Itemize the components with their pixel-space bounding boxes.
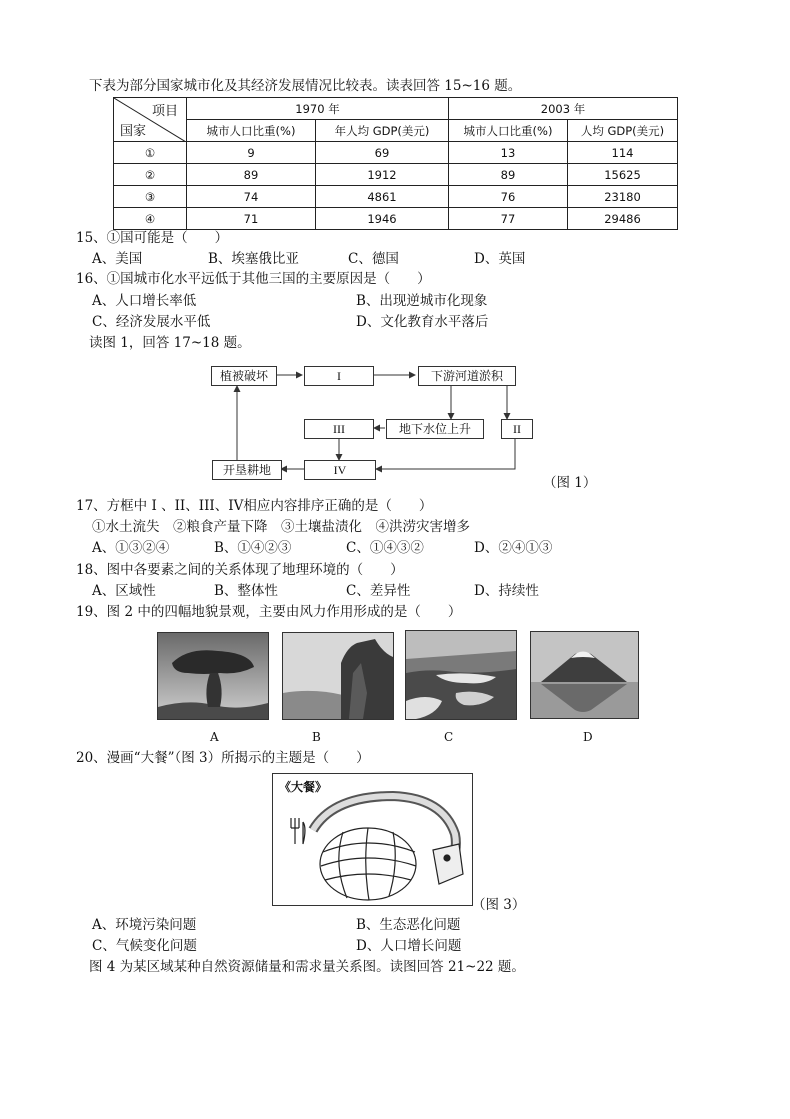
fig3-caption: （图 3） bbox=[472, 897, 526, 913]
header-year-2003: 2003 年 bbox=[449, 98, 678, 120]
value-cell: 76 bbox=[449, 186, 568, 208]
q17-option-b: B、①④②③ bbox=[214, 540, 292, 556]
photo-a-mushroom-rock bbox=[157, 632, 269, 720]
box-ii: II bbox=[501, 419, 533, 439]
cartoon-feast bbox=[272, 773, 473, 906]
q20-option-c: C、气候变化问题 bbox=[92, 938, 197, 954]
corner-top-label: 项目 bbox=[151, 104, 178, 119]
value-cell: 15625 bbox=[568, 164, 678, 186]
q18-option-d: D、持续性 bbox=[474, 583, 539, 599]
col-header: 年人均 GDP(美元) bbox=[316, 120, 449, 142]
fig1-intro: 读图 1，回答 17~18 题。 bbox=[89, 335, 251, 351]
fig1-caption: （图 1） bbox=[543, 475, 597, 491]
value-cell: 114 bbox=[568, 142, 678, 164]
header-year-1970: 1970 年 bbox=[187, 98, 449, 120]
q16-option-c: C、经济发展水平低 bbox=[92, 314, 211, 330]
photo-c-coast bbox=[405, 630, 517, 720]
q16-option-a: A、人口增长率低 bbox=[92, 293, 197, 309]
q18-option-b: B、整体性 bbox=[214, 583, 278, 599]
mushroom-rock-image bbox=[158, 633, 268, 719]
q17-option-d: D、②④①③ bbox=[474, 540, 553, 556]
fig4-intro: 图 4 为某区域某种自然资源储量和需求量关系图。读图回答 21~22 题。 bbox=[89, 959, 525, 975]
value-cell: 71 bbox=[187, 208, 316, 230]
value-cell: 4861 bbox=[316, 186, 449, 208]
value-cell: 13 bbox=[449, 142, 568, 164]
country-cell: ① bbox=[114, 142, 187, 164]
value-cell: 89 bbox=[187, 164, 316, 186]
q16-option-b: B、出现逆城市化现象 bbox=[356, 293, 488, 309]
value-cell: 29486 bbox=[568, 208, 678, 230]
value-cell: 1912 bbox=[316, 164, 449, 186]
value-cell: 77 bbox=[449, 208, 568, 230]
q16-option-d: D、文化教育水平落后 bbox=[356, 314, 489, 330]
photo-d-volcano bbox=[530, 631, 639, 719]
q20-option-a: A、环境污染问题 bbox=[92, 917, 197, 933]
cartoon-illustration bbox=[273, 774, 472, 905]
q17-stem: 17、方框中 I 、II、III、IV相应内容排序正确的是（ ） bbox=[76, 498, 433, 514]
q18-option-a: A、区域性 bbox=[92, 583, 156, 599]
photo-label-c: C bbox=[444, 730, 454, 744]
photo-label-b: B bbox=[312, 730, 321, 744]
photo-label-a: A bbox=[210, 730, 219, 744]
box-groundwater-rise: 地下水位上升 bbox=[386, 419, 484, 439]
value-cell: 9 bbox=[187, 142, 316, 164]
q15-option-a: A、美国 bbox=[92, 251, 143, 267]
value-cell: 74 bbox=[187, 186, 316, 208]
box-vegetation-destruction: 植被破坏 bbox=[211, 366, 277, 386]
value-cell: 89 bbox=[449, 164, 568, 186]
country-cell: ③ bbox=[114, 186, 187, 208]
cliff-image bbox=[283, 633, 393, 719]
box-reclaim-farmland: 开垦耕地 bbox=[212, 460, 282, 480]
col-header: 人均 GDP(美元) bbox=[568, 120, 678, 142]
photo-label-d: D bbox=[583, 730, 593, 744]
coast-image bbox=[406, 631, 516, 719]
q15-option-c: C、德国 bbox=[348, 251, 399, 267]
q20-option-d: D、人口增长问题 bbox=[356, 938, 462, 954]
corner-bottom-label: 国家 bbox=[120, 124, 147, 139]
table-intro: 下表为部分国家城市化及其经济发展情况比较表。读表回答 15~16 题。 bbox=[89, 78, 522, 94]
q17-option-c: C、①④③② bbox=[346, 540, 424, 556]
q15-stem: 15、①国可能是（ ） bbox=[76, 230, 229, 246]
q20-option-b: B、生态恶化问题 bbox=[356, 917, 461, 933]
volcano-image bbox=[531, 632, 638, 718]
box-iv: IV bbox=[304, 460, 376, 480]
q18-option-c: C、差异性 bbox=[346, 583, 411, 599]
q15-option-b: B、埃塞俄比亚 bbox=[208, 251, 299, 267]
q17-option-a: A、①③②④ bbox=[92, 540, 170, 556]
value-cell: 69 bbox=[316, 142, 449, 164]
country-cell: ④ bbox=[114, 208, 187, 230]
photo-b-cliff bbox=[282, 632, 394, 720]
col-header: 城市人口比重(%) bbox=[187, 120, 316, 142]
col-header: 城市人口比重(%) bbox=[449, 120, 568, 142]
q17-items: ①水土流失 ②粮食产量下降 ③土壤盐渍化 ④洪涝灾害增多 bbox=[92, 519, 470, 535]
q18-stem: 18、图中各要素之间的关系体现了地理环境的（ ） bbox=[76, 562, 404, 578]
q16-stem: 16、①国城市化水平远低于其他三国的主要原因是（ ） bbox=[76, 271, 431, 287]
country-cell: ② bbox=[114, 164, 187, 186]
box-downstream-siltation: 下游河道淤积 bbox=[418, 366, 516, 386]
q15-option-d: D、英国 bbox=[474, 251, 526, 267]
q20-stem: 20、漫画“大餐”（图 3）所揭示的主题是（ ） bbox=[76, 750, 370, 766]
box-i: I bbox=[304, 366, 374, 386]
value-cell: 23180 bbox=[568, 186, 678, 208]
cartoon-title: 《大餐》 bbox=[279, 780, 328, 794]
value-cell: 1946 bbox=[316, 208, 449, 230]
q19-stem: 19、图 2 中的四幅地貌景观，主要由风力作用形成的是（ ） bbox=[76, 604, 462, 620]
box-iii: III bbox=[304, 419, 374, 439]
